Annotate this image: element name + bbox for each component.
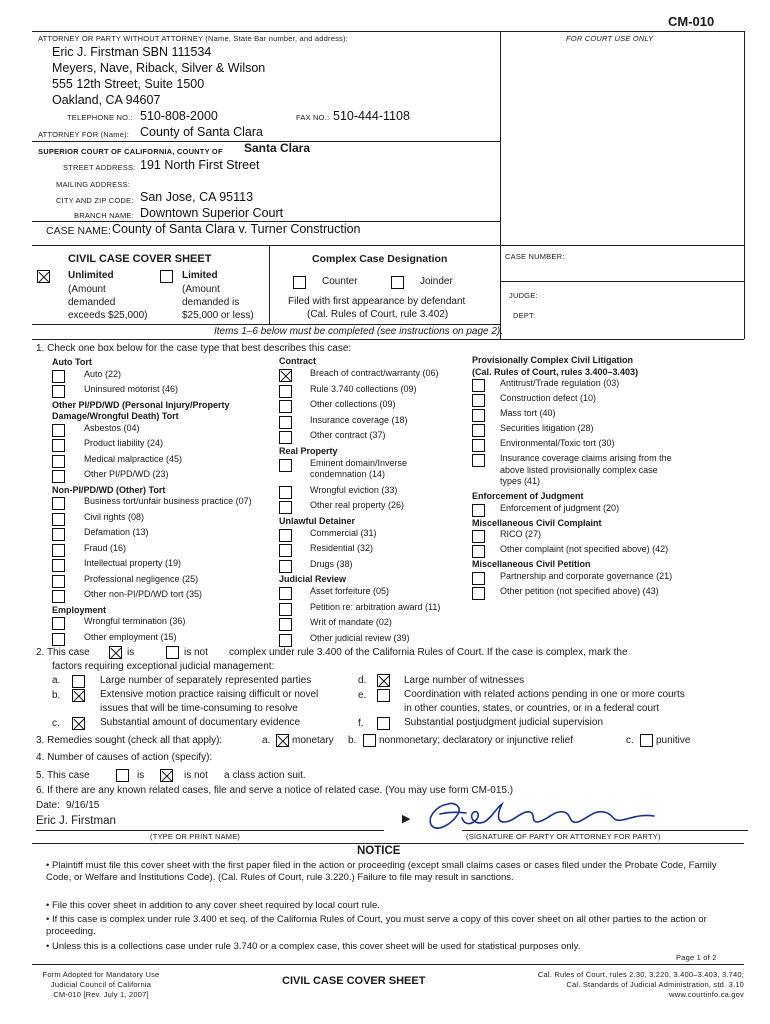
case-name-value: County of Santa Clara v. Turner Construction bbox=[112, 222, 361, 236]
branch-label: BRANCH NAME: bbox=[74, 211, 134, 220]
col2-checkbox[interactable] bbox=[279, 400, 292, 413]
col3-item-label: Partnership and corporate governance (21) bbox=[500, 570, 673, 581]
col3-item-label: Insurance coverage claims arising from the bbox=[500, 453, 672, 463]
factor-f-checkbox[interactable] bbox=[377, 717, 390, 730]
col2-item-label: Writ of mandate (02) bbox=[310, 617, 392, 627]
case-is-complex-checkbox[interactable] bbox=[109, 646, 122, 659]
col1-item-label: Professional negligence (25) bbox=[84, 573, 199, 584]
remedy-monetary-label: monetary bbox=[292, 735, 334, 746]
col3-item-label: Other petition (not specified above) (43) bbox=[500, 585, 659, 596]
branch-value: Downtown Superior Court bbox=[140, 206, 284, 220]
attorney-for-value: County of Santa Clara bbox=[140, 125, 263, 139]
type-name-label: (TYPE OR PRINT NAME) bbox=[150, 832, 241, 841]
factor-b-checkbox[interactable] bbox=[72, 689, 85, 702]
fax-label: FAX NO.: bbox=[296, 113, 330, 122]
col3-item-label: Antitrust/Trade regulation (03) bbox=[500, 378, 620, 388]
factor-f-letter: f. bbox=[358, 718, 364, 729]
limited-checkbox[interactable] bbox=[160, 270, 173, 283]
col2-checkbox[interactable] bbox=[279, 618, 292, 631]
col1-checkbox[interactable] bbox=[52, 590, 65, 603]
mailing-label: MAILING ADDRESS: bbox=[56, 180, 131, 189]
county-value: Santa Clara bbox=[244, 141, 311, 155]
section4-text: 4. Number of causes of action (specify): bbox=[36, 752, 213, 763]
city-value: San Jose, CA 95113 bbox=[140, 190, 254, 204]
factor-d-label: Large number of witnesses bbox=[404, 675, 525, 686]
col1-item-label: Business tort/unfair business practice (07) bbox=[84, 496, 252, 506]
col3-item-label: Mass tort (40) bbox=[500, 408, 556, 418]
court-use-label: FOR COURT USE ONLY bbox=[566, 34, 654, 43]
factor-c-letter: c. bbox=[52, 718, 60, 729]
factor-d-letter: d. bbox=[358, 675, 367, 686]
col3-checkbox[interactable] bbox=[472, 439, 485, 452]
col3-checkbox[interactable] bbox=[472, 504, 485, 517]
joinder-label: Joinder bbox=[420, 276, 453, 287]
col2-checkbox[interactable] bbox=[279, 560, 292, 573]
factor-c-label: Substantial amount of documentary evidence bbox=[100, 717, 301, 728]
court-label: SUPERIOR COURT OF CALIFORNIA, COUNTY OF bbox=[38, 147, 223, 156]
col1-checkbox[interactable] bbox=[52, 370, 65, 383]
col3-heading: Miscellaneous Civil Complaint bbox=[472, 517, 602, 528]
col1-item-label: Wrongful termination (36) bbox=[84, 616, 186, 626]
col2-heading: Judicial Review bbox=[279, 574, 347, 584]
factor-b-letter: b. bbox=[52, 690, 61, 701]
signature-label: (SIGNATURE OF PARTY OR ATTORNEY FOR PARTY) bbox=[466, 832, 661, 841]
col3-item-label: Construction defect (10) bbox=[500, 393, 597, 403]
section5-tail: a class action suit. bbox=[224, 770, 306, 781]
col3-checkbox[interactable] bbox=[472, 587, 485, 600]
col1-heading: Other PI/PD/WD (Personal Injury/Property bbox=[52, 399, 230, 410]
judge-label: JUDGE: bbox=[509, 291, 538, 300]
col3-heading: Provisionally Complex Civil Litigation bbox=[472, 355, 634, 365]
col2-item-label: Other collections (09) bbox=[310, 399, 396, 409]
remedy-punitive-label: punitive bbox=[656, 735, 691, 746]
notice-bullet-1: • Plaintiff must file this cover sheet with the first paper filed in the action or proceeding (except small claims cases or cases filed under the Probate Code, Family Code, or Welfare and Institutions Code). (Cal. Rules of Court, rule 3.220.) Failure to file may result in sanctions. bbox=[46, 860, 717, 883]
col1-checkbox[interactable] bbox=[52, 513, 65, 526]
col1-item-label: Fraud (16) bbox=[84, 542, 127, 553]
arrow-icon: ▶ bbox=[402, 813, 411, 825]
case-is-not-complex-checkbox[interactable] bbox=[166, 646, 179, 659]
col1-item-label: Defamation (13) bbox=[84, 527, 149, 537]
col2-item-label: Insurance coverage (18) bbox=[310, 414, 408, 425]
col3-item-label: Other complaint (not specified above) (42) bbox=[500, 544, 669, 554]
col2-item-label: Other judicial review (39) bbox=[310, 632, 410, 643]
col2-checkbox[interactable] bbox=[279, 603, 292, 616]
col2-item-label: Other contract (37) bbox=[310, 430, 386, 440]
col1-checkbox[interactable] bbox=[52, 424, 65, 437]
col1-checkbox[interactable] bbox=[52, 455, 65, 468]
class-action-is-not-label: is not bbox=[184, 770, 208, 781]
col2-item-label: Eminent domain/Inverse bbox=[310, 457, 408, 468]
complex-title: Complex Case Designation bbox=[312, 253, 448, 265]
attorney-label: ATTORNEY OR PARTY WITHOUT ATTORNEY (Name, State Bar number, and address): bbox=[38, 34, 348, 43]
col1-item-label: Product liability (24) bbox=[84, 438, 164, 448]
col1-checkbox[interactable] bbox=[52, 528, 65, 541]
col1-checkbox[interactable] bbox=[52, 559, 65, 572]
telephone-value: 510-808-2000 bbox=[140, 109, 218, 123]
col1-checkbox[interactable] bbox=[52, 470, 65, 483]
remedy-a-letter: a. bbox=[262, 735, 271, 746]
col2-item-label: Other real property (26) bbox=[310, 500, 405, 510]
unlimited-sub-1: (Amount bbox=[68, 284, 106, 295]
col2-checkbox[interactable] bbox=[279, 529, 292, 542]
col1-item-label: Civil rights (08) bbox=[84, 511, 145, 522]
case-number-label: CASE NUMBER: bbox=[505, 252, 565, 261]
class-action-is-checkbox[interactable] bbox=[116, 769, 129, 782]
col2-checkbox[interactable] bbox=[279, 431, 292, 444]
col3-item-label: Enforcement of judgment (20) bbox=[500, 502, 620, 513]
factor-f-label: Substantial postjudgment judicial supervision bbox=[404, 717, 604, 728]
col3-item-label: types (41) bbox=[500, 476, 541, 486]
factor-b-label-2: issues that will be time-consuming to resolve bbox=[100, 703, 298, 714]
street-value: 191 North First Street bbox=[140, 158, 260, 172]
col2-checkbox[interactable] bbox=[279, 416, 292, 429]
col3-heading: Miscellaneous Civil Petition bbox=[472, 559, 591, 569]
col3-checkbox[interactable] bbox=[472, 394, 485, 407]
section1-prompt: 1. Check one box below for the case type that best describes this case: bbox=[36, 343, 352, 354]
col3-heading: (Cal. Rules of Court, rules 3.400–3.403) bbox=[472, 366, 639, 377]
unlimited-label: Unlimited bbox=[68, 270, 114, 281]
unlimited-checkbox[interactable] bbox=[37, 270, 50, 283]
notice-bullet-3: • If this case is complex under rule 3.400 et seq. of the California Rules of Court, you must serve a copy of this cover sheet on all other parties to the action or proceeding. bbox=[46, 914, 707, 937]
cover-title: CIVIL CASE COVER SHEET bbox=[68, 253, 212, 265]
limited-label: Limited bbox=[182, 270, 218, 281]
col1-heading: Damage/Wrongful Death) Tort bbox=[52, 411, 179, 421]
col3-heading: Enforcement of Judgment bbox=[472, 491, 584, 501]
dept-label: DEPT: bbox=[513, 311, 536, 320]
counter-label: Counter bbox=[322, 276, 358, 287]
items-note: Items 1–6 below must be completed (see instructions on page 2). bbox=[214, 326, 504, 337]
notice-bullet-4: • Unless this is a collections case under rule 3.740 or a complex case, this cover sheet will be used for statistical purposes only. bbox=[46, 941, 581, 952]
col2-checkbox[interactable] bbox=[279, 587, 292, 600]
col2-heading: Unlawful Detainer bbox=[279, 515, 356, 526]
col3-checkbox[interactable] bbox=[472, 379, 485, 392]
factor-e-label: Coordination with related actions pending in one or more courts bbox=[404, 689, 685, 700]
col3-checkbox[interactable] bbox=[472, 424, 485, 437]
col2-checkbox[interactable] bbox=[279, 369, 292, 382]
unlimited-sub-2: demanded bbox=[68, 297, 116, 308]
col1-item-label: Uninsured motorist (46) bbox=[84, 384, 179, 394]
col1-item-label: Medical malpractice (45) bbox=[84, 453, 183, 464]
factor-a-checkbox[interactable] bbox=[72, 675, 85, 688]
col1-checkbox[interactable] bbox=[52, 385, 65, 398]
col1-heading: Non-PI/PD/WD (Other) Tort bbox=[52, 484, 166, 495]
col2-checkbox[interactable] bbox=[279, 486, 292, 499]
remedy-nonmonetary-checkbox[interactable] bbox=[363, 734, 376, 747]
form-number: CM-010 bbox=[668, 14, 715, 29]
attorney-line-2: Meyers, Nave, Riback, Silver & Wilson bbox=[52, 61, 266, 75]
section6-text: 6. If there are any known related cases, file and serve a notice of related case. (You may use form CM-015.) bbox=[36, 785, 514, 796]
col2-item-label: Commercial (31) bbox=[310, 527, 377, 538]
col1-item-label: Other non-PI/PD/WD tort (35) bbox=[84, 589, 203, 599]
col3-checkbox[interactable] bbox=[472, 530, 485, 543]
street-label: STREET ADDRESS: bbox=[63, 163, 136, 172]
page-number: Page 1 of 2 bbox=[676, 953, 717, 962]
rule-label: (Cal. Rules of Court, rule 3.402) bbox=[307, 309, 449, 320]
col2-item-label: Asset forfeiture (05) bbox=[310, 586, 390, 596]
col2-item-label: Breach of contract/warranty (06) bbox=[310, 368, 439, 378]
case-name-label: CASE NAME: bbox=[46, 225, 111, 237]
limited-sub-3: $25,000 or less) bbox=[182, 310, 254, 321]
attorney-line-3: 555 12th Street, Suite 1500 bbox=[52, 77, 205, 91]
factor-e-letter: e. bbox=[358, 690, 367, 701]
col1-checkbox[interactable] bbox=[52, 633, 65, 646]
col1-checkbox[interactable] bbox=[52, 544, 65, 557]
joinder-checkbox[interactable] bbox=[391, 276, 404, 289]
factor-c-checkbox[interactable] bbox=[72, 717, 85, 730]
col2-item-label: Rule 3.740 collections (09) bbox=[310, 383, 417, 394]
section2-line2: factors requiring exceptional judicial management: bbox=[52, 661, 275, 672]
col2-checkbox[interactable] bbox=[279, 634, 292, 647]
notice-bullet-2: • File this cover sheet in addition to any cover sheet required by local court rule. bbox=[46, 900, 380, 911]
date-value: 9/16/15 bbox=[66, 800, 100, 811]
col2-heading: Real Property bbox=[279, 445, 338, 456]
filed-with-label: Filed with first appearance by defendant bbox=[288, 296, 466, 307]
col2-checkbox[interactable] bbox=[279, 459, 292, 472]
section2-line1-b: complex under rule 3.400 of the California Rules of Court. If the case is complex, mark the bbox=[229, 647, 628, 658]
date-label: Date: bbox=[36, 800, 60, 811]
attorney-for-label: ATTORNEY FOR (Name): bbox=[38, 130, 130, 139]
col3-item-label: Environmental/Toxic tort (30) bbox=[500, 438, 615, 448]
col2-item-label: condemnation (14) bbox=[310, 469, 386, 479]
factor-a-label: Large number of separately represented parties bbox=[100, 675, 312, 686]
col3-item-label: above listed provisionally complex case bbox=[500, 464, 658, 475]
city-label: CITY AND ZIP CODE: bbox=[56, 196, 134, 205]
col1-item-label: Asbestos (04) bbox=[84, 422, 140, 433]
remedy-b-letter: b. bbox=[348, 735, 357, 746]
telephone-label: TELEPHONE NO.: bbox=[67, 113, 133, 122]
signer-name: Eric J. Firstman bbox=[36, 815, 116, 827]
col1-heading: Auto Tort bbox=[52, 357, 92, 367]
fax-value: 510-444-1108 bbox=[333, 109, 410, 123]
remedy-nonmonetary-label: nonmonetary; declaratory or injunctive relief bbox=[379, 735, 573, 746]
remedy-monetary-checkbox[interactable] bbox=[276, 734, 289, 747]
col1-heading: Employment bbox=[52, 604, 107, 615]
col2-item-label: Drugs (38) bbox=[310, 558, 353, 569]
col2-item-label: Petition re: arbitration award (11) bbox=[310, 601, 441, 612]
col2-heading: Contract bbox=[279, 356, 317, 366]
col1-item-label: Intellectual property (19) bbox=[84, 558, 182, 568]
col3-checkbox[interactable] bbox=[472, 572, 485, 585]
factor-b-label: Extensive motion practice raising difficult or novel bbox=[100, 689, 319, 700]
limited-sub-2: demanded is bbox=[182, 297, 240, 308]
class-action-is-label: is bbox=[137, 770, 145, 781]
case-is-not-label: is not bbox=[184, 647, 208, 658]
col3-checkbox[interactable] bbox=[472, 409, 485, 422]
remedy-punitive-checkbox[interactable] bbox=[640, 734, 653, 747]
col1-item-label: Other employment (15) bbox=[84, 631, 177, 642]
factor-a-letter: a. bbox=[52, 675, 61, 686]
col2-checkbox[interactable] bbox=[279, 544, 292, 557]
footer-left: Form Adopted for Mandatory Use Judicial Council of California CM-010 [Rev. July 1, 2007] bbox=[42, 970, 160, 999]
col1-checkbox[interactable] bbox=[52, 497, 65, 510]
section2-line1-a: 2. This case bbox=[36, 647, 90, 658]
col2-item-label: Residential (32) bbox=[310, 543, 374, 553]
notice-title: NOTICE bbox=[357, 845, 401, 857]
col3-item-label: RICO (27) bbox=[500, 529, 542, 539]
footer-right: Cal. Rules of Court, rules 2.30, 3.220, 3.400–3.403, 3.740; Cal. Standards of Judicial Administration, std. 3.10 www.courtinfo.ca.gov bbox=[537, 970, 744, 999]
col3-checkbox[interactable] bbox=[472, 454, 485, 467]
counter-checkbox[interactable] bbox=[293, 276, 306, 289]
section5-text: 5. This case bbox=[36, 770, 90, 781]
factor-d-checkbox[interactable] bbox=[377, 674, 390, 687]
factor-e-checkbox[interactable] bbox=[377, 689, 390, 702]
attorney-line-1: Eric J. Firstman SBN 111534 bbox=[52, 45, 212, 59]
class-action-is-not-checkbox[interactable] bbox=[160, 769, 173, 782]
footer-title: CIVIL CASE COVER SHEET bbox=[282, 975, 426, 987]
col1-item-label: Auto (22) bbox=[84, 368, 122, 379]
col2-item-label: Wrongful eviction (33) bbox=[310, 484, 398, 495]
factor-e-label-2: in other counties, states, or countries, or in a federal court bbox=[404, 703, 660, 714]
col3-checkbox[interactable] bbox=[472, 545, 485, 558]
col1-checkbox[interactable] bbox=[52, 575, 65, 588]
limited-sub-1: (Amount bbox=[182, 284, 220, 295]
col1-checkbox[interactable] bbox=[52, 439, 65, 452]
attorney-line-4: Oakland, CA 94607 bbox=[52, 93, 161, 107]
col2-checkbox[interactable] bbox=[279, 501, 292, 514]
remedy-c-letter: c. bbox=[626, 735, 634, 746]
col2-checkbox[interactable] bbox=[279, 385, 292, 398]
section3-text: 3. Remedies sought (check all that apply): bbox=[36, 735, 223, 746]
col3-item-label: Securities litigation (28) bbox=[500, 423, 594, 433]
unlimited-sub-3: exceeds $25,000) bbox=[68, 310, 148, 321]
case-is-label: is bbox=[127, 647, 135, 658]
col1-checkbox[interactable] bbox=[52, 617, 65, 630]
col1-item-label: Other PI/PD/WD (23) bbox=[84, 469, 169, 479]
